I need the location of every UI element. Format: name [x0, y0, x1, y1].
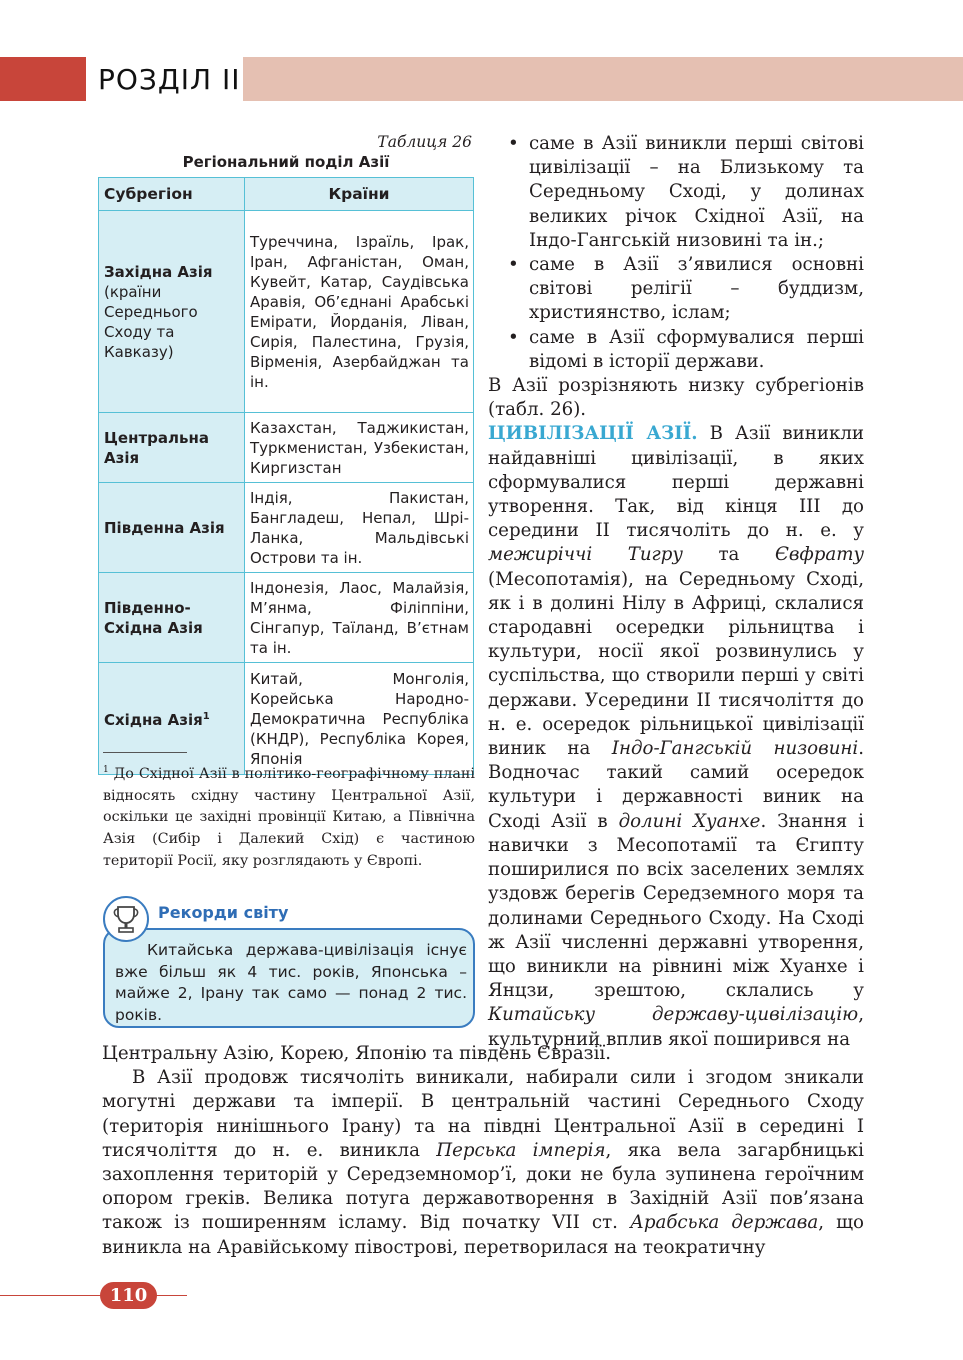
continuation-line: Центральну Азію, Корею, Японію та південь Євразії.	[102, 1043, 612, 1064]
page-number: 110	[100, 1282, 157, 1309]
subregion-cell	[99, 211, 245, 413]
paragraph-text: (Месопотамія), на Середньому Сході, як і в долині Нілу в Африці, склалися стародавні осередки рільництва і культури, носії якої розвинулись у суспільства, що створили перші у світі держави. Усередини II тисячоліття до н. е. осередок рільницької цивілізації виник на	[488, 568, 864, 760]
countries-cell: Індонезія, Лаос, Малайзія, М’янма, Філіппіни, Сінгапур, Таїланд, В’єтнам та ін.	[245, 573, 474, 663]
footnote	[103, 760, 475, 873]
table-row	[99, 413, 474, 483]
subregion-name: Південна Азія	[104, 518, 225, 537]
section-title: РОЗДІЛ II	[98, 63, 241, 96]
emphasis-term: Арабська держава	[630, 1212, 819, 1234]
countries-cell: Туреччина, Ізраїль, Ірак, Іран, Афганістан, Оман, Кувейт, Катар, Саудівська Аравія, Об’єднані Арабські Емірати, Йорданія, Ліван, Сирія, Палестина, Грузія, Вірменія, Азербайджан та ін.	[245, 211, 474, 413]
footnote-text: До Східної Азії в політико-географічному плані відносять східну частину Центральної Азії, оскільки це західні провінції Китаю, а Північна Азія (Сибір і Далекий Схід) є частиною території Росії, яку розглядають у Європі.	[103, 765, 475, 869]
paragraph-text: . Знання і навички з Месопотамії та Єгипту поширилися по всіх заселених землях уздовж берегів Середземного моря та долинами Середнього Сходу. На Сході ж Азії численні державні утворення, що виникли на рівнині між Хуанхе і Янцзи, зрештою, склались у	[488, 810, 864, 1002]
records-title: Рекорди світу	[158, 903, 289, 922]
countries-cell: Китай, Монголія, Корейська Народно-Демократична Республіка (КНДР), Республіка Корея, Японія	[245, 663, 474, 775]
emphasis-term: Перська імперія	[436, 1139, 606, 1161]
column-header-subregion: Субрегіон	[99, 178, 245, 211]
regional-division-table	[98, 177, 474, 775]
intro-paragraph: В Азії розрізняють низку субрегіонів (табл. 26).	[488, 375, 864, 421]
subregion-note: (країни Середнього Сходу та Кавказу)	[104, 282, 198, 361]
subregion-name: Західна Азія	[104, 262, 213, 281]
emphasis-term: Індо-Гангській низовині	[611, 738, 859, 760]
subregion-cell	[99, 663, 245, 775]
empires-paragraph	[102, 1066, 864, 1260]
subregion-name: Південно-Східна Азія	[104, 598, 203, 637]
footnote-marker: 1	[202, 711, 210, 722]
countries-cell: Індія, Пакистан, Бангладеш, Непал, Шрі-Ланка, Мальдівські Острови та ін.	[245, 483, 474, 573]
table-row	[99, 483, 474, 573]
paragraph-text: , яка вела загарбницькі захоплення територій у Середземномор’ї, доки не була зупинена героїчним опором греків. Велика потуга державотворення в Західній Азії пов’язана також із поширенням ісламу. Від початку VII ст.	[102, 1139, 864, 1234]
paragraph-text: та	[682, 544, 775, 566]
table-row	[99, 663, 474, 775]
emphasis-term: Китайську державу-цивілізацію	[488, 1004, 859, 1026]
paragraph-text: . Водночас такий самий осередок культури і державності виник на Сході Азії в	[488, 738, 864, 832]
page-number-rule	[0, 1295, 187, 1296]
countries-cell: Казахстан, Таджикистан, Туркменистан, Узбекистан, Киргизстан	[245, 413, 474, 483]
subregion-cell	[99, 483, 245, 573]
table-row	[99, 573, 474, 663]
emphasis-term: долині Хуанхе	[618, 810, 761, 832]
subregion-name: Центральна Азія	[104, 428, 209, 467]
trophy-icon	[103, 896, 149, 942]
emphasis-term: Євфрату	[774, 544, 864, 566]
list-item: • саме в Азії сформувалися перші відомі в історії держави.	[488, 326, 864, 374]
footnote-number: 1	[103, 765, 109, 775]
full-width-text	[102, 1042, 864, 1260]
list-item: • саме в Азії з’явилися основні світові релігії – буддизм, християнство, іслам;	[488, 253, 864, 326]
footnote-rule	[103, 752, 187, 753]
records-text: Китайська держава-цивілізація існує вже більш як 4 тис. років, Японська – майже 2, Ірану так само — понад 2 тис. років.	[115, 941, 467, 1024]
header-red-band	[0, 57, 86, 101]
paragraph-text: В Азії продовж тисячоліть виникали, набирали сили і згодом зникали могутні держави та імперії. В центральній частині Середнього Сходу (територія нинішнього Ірану) та на півдні Центральної Азії в середині I тисячоліття до н. е. виникла	[102, 1067, 864, 1161]
paragraph-text: В Азії виникли найдавніші цивілізації, в яких сформувалися перші державні утворення. Так, від кінця III до середини II тисячоліть до н. е. у	[488, 423, 865, 542]
list-item: • саме в Азії виникли перші світові цивілізації – на Близькому та Середньому Сході, у долинах великих річок Східної Азії, на Індо-Гангській низовині та ін.;	[488, 132, 864, 253]
column-header-countries: Країни	[245, 178, 474, 211]
emphasis-term: межиріччі Тигру	[488, 544, 683, 566]
subregion-cell	[99, 573, 245, 663]
subregion-cell	[99, 413, 245, 483]
bullet-list	[488, 132, 864, 374]
civilizations-paragraph	[488, 422, 864, 1051]
right-column-text	[488, 132, 864, 1052]
section-heading: ЦИВІЛІЗАЦІЇ АЗІЇ.	[488, 423, 698, 445]
paragraph-text: , що виникла на Аравійському півострові, перетворилася на теократичну	[102, 1212, 864, 1258]
table-header-row	[99, 178, 474, 211]
header-pink-band	[243, 57, 963, 101]
subregion-name: Східна Азія	[104, 711, 203, 729]
table-caption-number: Таблиця 26	[377, 133, 472, 151]
table-caption-title: Регіональний поділ Азії	[182, 153, 390, 171]
table-row	[99, 211, 474, 413]
paragraph-text: , культурний вплив якої поширився на	[488, 1004, 864, 1050]
